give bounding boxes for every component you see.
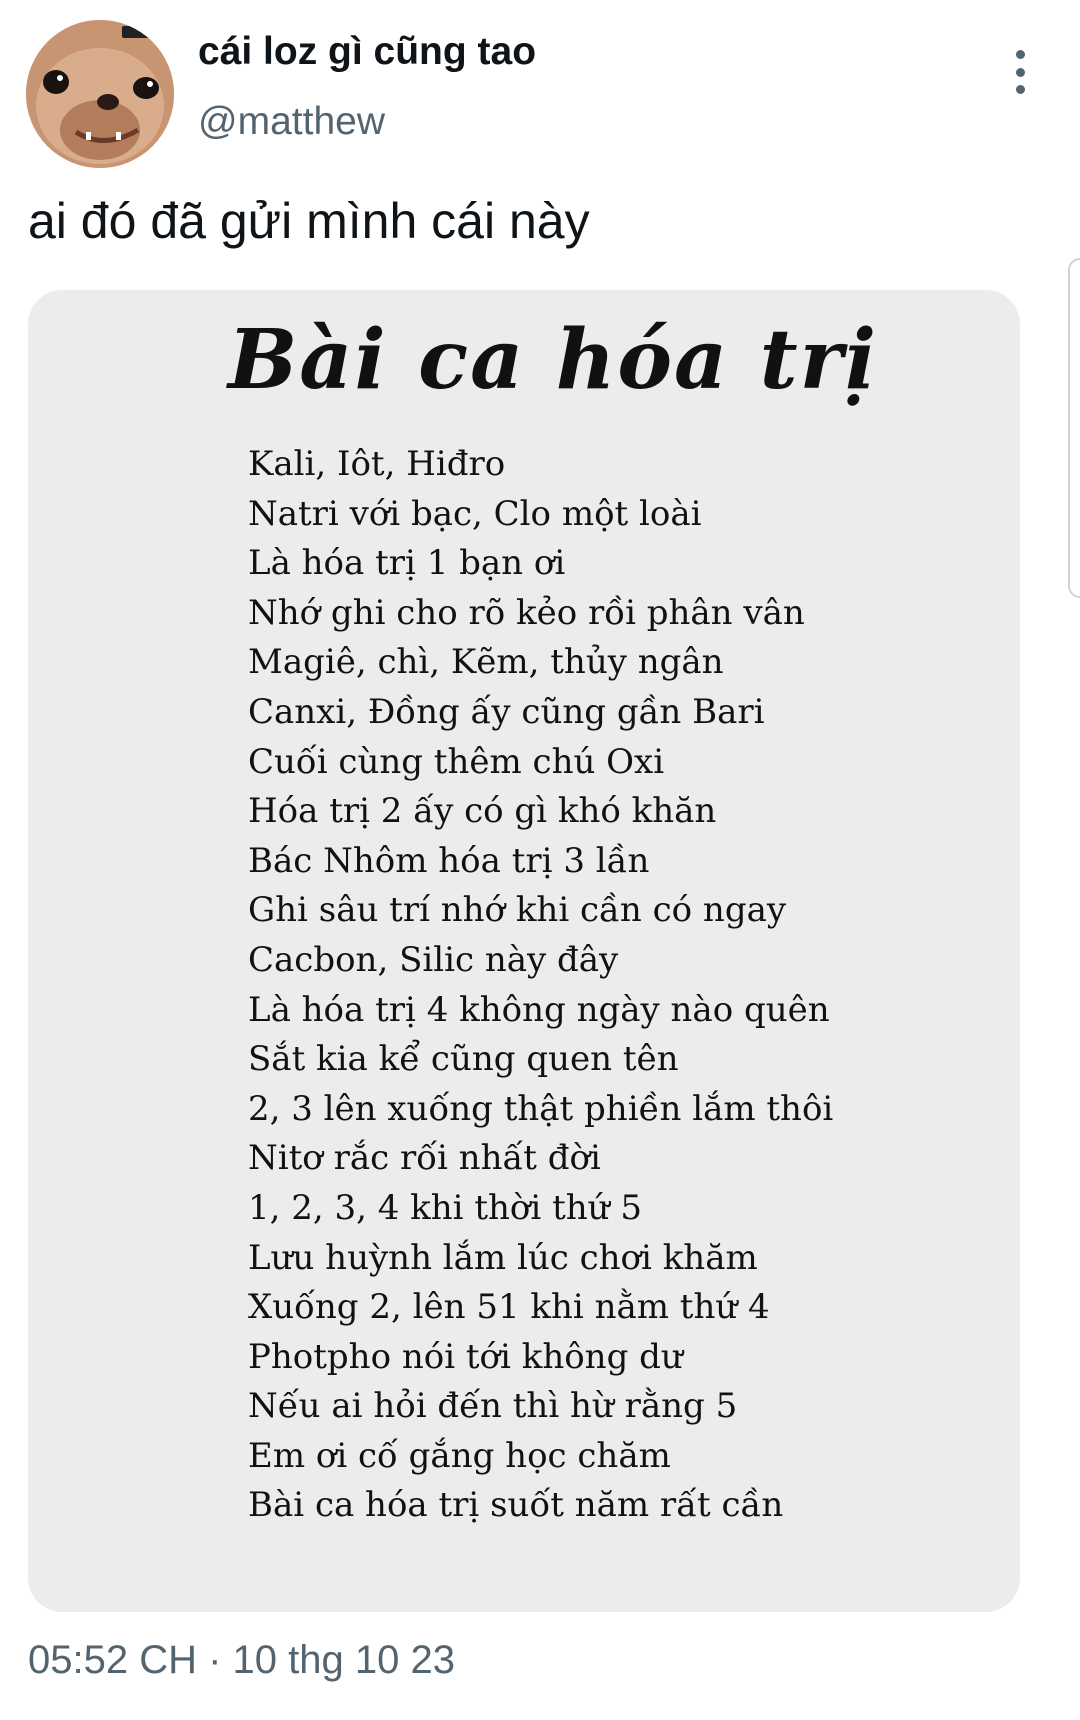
display-name[interactable]: cái loz gì cũng tao: [198, 30, 537, 73]
poem-line: Kali, Iôt, Hiđro: [248, 444, 506, 484]
more-vertical-icon[interactable]: [1000, 44, 1040, 100]
poem-line: Nhớ ghi cho rõ kẻo rồi phân vân: [248, 592, 805, 633]
poem-line: 2, 3 lên xuống thật phiền lắm thôi: [248, 1088, 834, 1129]
user-handle[interactable]: @matthew: [198, 100, 385, 143]
poem-line: Natri với bạc, Clo một loài: [248, 493, 702, 534]
poem-line: Lưu huỳnh lắm lúc chơi khăm: [248, 1237, 758, 1278]
avatar[interactable]: [26, 20, 174, 168]
more-dot: [1016, 50, 1025, 59]
tweet-timestamp[interactable]: 05:52 CH · 10 thg 10 23: [28, 1638, 455, 1682]
poem-line: Xuống 2, lên 51 khi nằm thứ 4: [248, 1287, 770, 1328]
more-dot: [1016, 68, 1025, 77]
poem-line: Canxi, Đồng ấy cũng gần Bari: [248, 691, 765, 732]
poem-line: Photpho nói tới không dư: [248, 1336, 683, 1377]
poem-line: Cuối cùng thêm chú Oxi: [248, 741, 665, 782]
tweet-image[interactable]: [28, 290, 1020, 1612]
poem-line: Cacbon, Silic này đây: [248, 939, 619, 980]
dog-avatar-icon: [26, 20, 174, 168]
poem-line: Là hóa trị 1 bạn ơi: [248, 543, 566, 584]
poem-line: Nitơ rắc rối nhất đời: [248, 1138, 601, 1179]
poem-line: Hóa trị 2 ấy có gì khó khăn: [248, 791, 717, 832]
poem-line: Là hóa trị 4 không ngày nào quên: [248, 989, 830, 1030]
poem-line: Nếu ai hỏi đến thì hừ rằng 5: [248, 1386, 738, 1427]
poem-line: Bài ca hóa trị suốt năm rất cần: [248, 1485, 784, 1526]
poem-line: 1, 2, 3, 4 khi thời thứ 5: [248, 1187, 642, 1228]
poem-line: Bác Nhôm hóa trị 3 lần: [248, 840, 650, 881]
poem-line: Sắt kia kể cũng quen tên: [248, 1039, 679, 1080]
tweet-text: ai đó đã gửi mình cái này: [28, 193, 590, 249]
poem-lines: [248, 440, 833, 1531]
poem-line: Ghi sâu trí nhớ khi cần có ngay: [248, 890, 787, 931]
poem-line: Magiê, chì, Kẽm, thủy ngân: [248, 642, 724, 683]
poem-title: Bài ca hóa trị: [228, 312, 878, 408]
poem-line: Em ơi cố gắng học chăm: [248, 1435, 671, 1476]
scrollbar-handle[interactable]: [1068, 258, 1080, 598]
more-dot: [1016, 85, 1025, 94]
